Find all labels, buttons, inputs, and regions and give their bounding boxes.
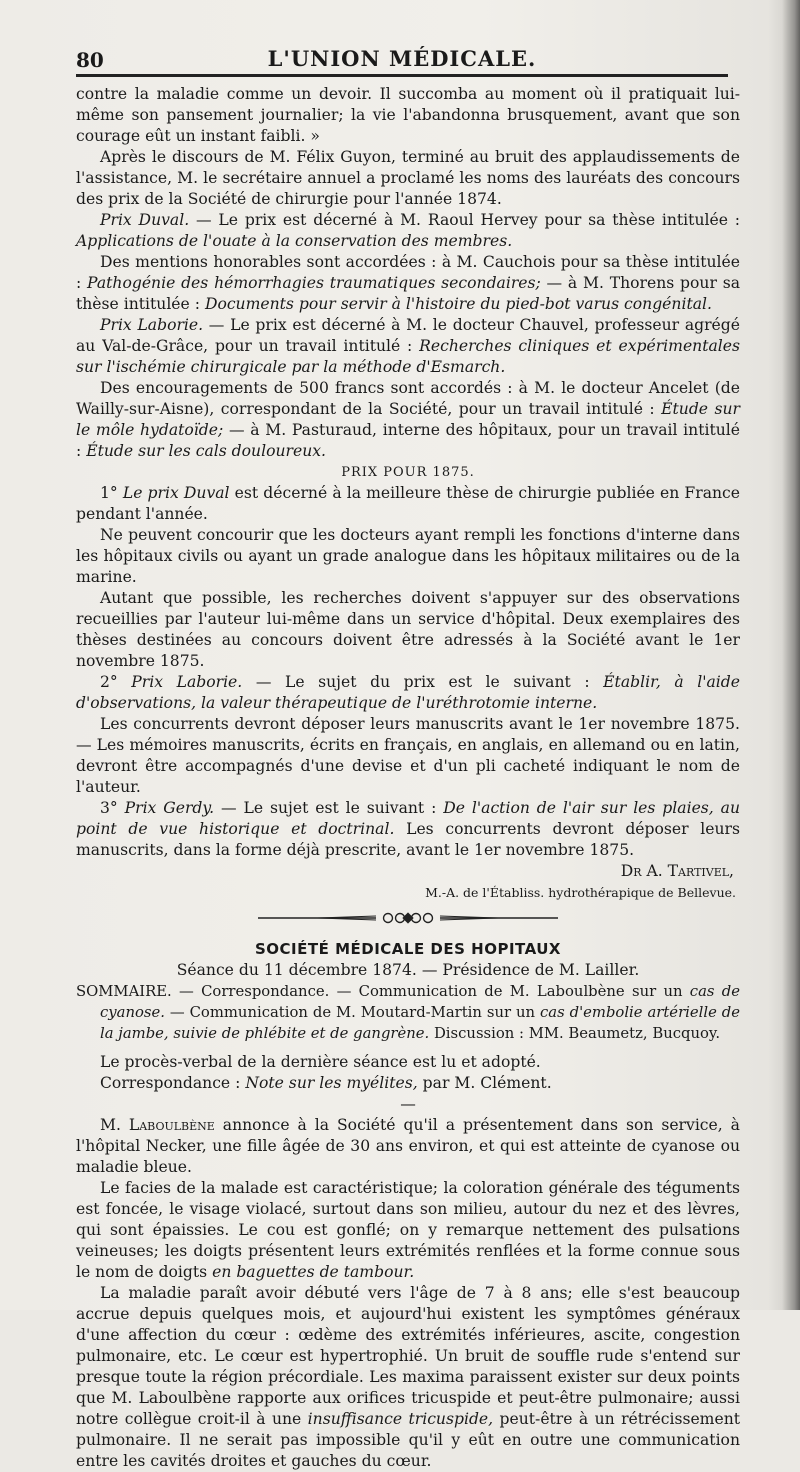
speaker-name: M. Laboulbène <box>100 1116 215 1134</box>
page-number: 80 <box>76 48 104 72</box>
encouragement-text: — à M. Pasturaud, interne des hôpitaux, pour un travail intitulé : <box>76 421 740 460</box>
prize-text: — Le sujet est le suivant : <box>214 799 444 817</box>
paragraph-laboulbene-2 <box>76 1178 740 1283</box>
paragraph-text: Le facies de la malade est caractéristique; la coloration générale des téguments est foncée, le visage violacé, surtout dans son milieu, autour du nez et des lèvres, qui sont épaissies. Le cou est gonflé; on y remarque nettement des pulsations veineuses; les doigts présentent leurs extrémités renflées et la forme connue sous le nom de doigts <box>76 1179 740 1281</box>
running-head: L'UNION MÉDICALE. <box>267 46 537 71</box>
paragraph-eligibility: Ne peuvent concourir que les docteurs ayant rempli les fonctions d'interne dans les hôpitaux civils ou ayant un grade analogue dans les hôpitaux militaires ou de la marine. <box>76 526 740 586</box>
thesis-title: Documents pour servir à l'histoire du pied-bot varus congénital. <box>204 295 712 313</box>
item-number: 2° <box>100 673 132 691</box>
paragraph-text: La maladie paraît avoir débuté vers l'âge de 7 à 8 ans; elle s'est beaucoup accrue depuis quelques mois, et aujourd'hui existent les symptômes généraux d'une affection du cœur : œdème des extrémités inférieures, ascite, congestion pulmonaire, etc. Le cœur est hypertrophié. Un bruit de souffle rude s'entend sur presque toute la région précordiale. Les maxima paraissent exister sur deux points que M. Laboulbène rapporte aux orifices tricuspide et peut-être pulmonaire; aussi notre collègue croit-il à une <box>76 1284 740 1428</box>
mentions-text: Des mentions honorables sont accordées : à M. Cauchois pour sa thèse intitulée : <box>76 253 740 292</box>
paragraph-encouragements <box>76 378 740 462</box>
paragraph-mentions <box>76 252 740 315</box>
prix-1875-heading: PRIX POUR 1875. <box>341 465 475 480</box>
corr-author: par M. Clément. <box>417 1074 552 1092</box>
text-column <box>76 84 740 1472</box>
separator-dash: — <box>400 1095 416 1113</box>
paragraph-proces-verbal: Le procès-verbal de la dernière séance est lu et adopté. <box>100 1053 541 1071</box>
prize-label: Prix Laborie. <box>131 673 243 691</box>
thesis-title: Pathogénie des hémorrhagies traumatiques secondaires; <box>87 274 541 292</box>
prize-label: Le prix Duval <box>122 484 230 502</box>
paragraph-prize-2 <box>76 672 740 714</box>
term-italic: insuffisance tricuspide, <box>307 1410 494 1428</box>
header-rule <box>76 74 728 77</box>
paragraph-prix-laborie <box>76 315 740 378</box>
signature-title: M.-A. de l'Établiss. hydrothérapique de Bellevue. <box>425 885 736 900</box>
page-header <box>76 42 728 72</box>
prize-text: est décerné à la meilleure thèse de chirurgie publiée en France pendant l'année. <box>76 484 740 523</box>
prize-subject: Établir, à l'aide d'observations, la valeur thérapeutique de l'uréthrotomie interne. <box>76 673 740 712</box>
paragraph-prize-1 <box>76 483 740 525</box>
paragraph-prize-3 <box>76 798 740 861</box>
sommaire-text: — Communication de M. Moutard-Martin sur un <box>164 1004 540 1021</box>
work-title: Étude sur les cals douloureux. <box>86 442 326 460</box>
corr-label: Correspondance : <box>100 1074 246 1092</box>
author-name: Dr A. Tartivel, <box>620 862 734 880</box>
paragraph-prix-duval <box>76 210 740 252</box>
session-line: Séance du 11 décembre 1874. — Présidence de M. Lailler. <box>176 961 640 979</box>
item-number: 3° <box>100 799 125 817</box>
prize-label: Prix Duval. <box>100 211 190 229</box>
paragraph-laboulbene-3 <box>76 1283 740 1472</box>
paragraph-correspondance <box>76 1073 740 1094</box>
paragraph-manuscripts: Les concurrents devront déposer leurs manuscrits avant le 1er novembre 1875. — Les mémoires manuscrits, écrits en français, en anglais, en allemand ou en latin, devront être accompagnés d'une devise et d'un pli cacheté indiquant le nom de l'auteur. <box>76 715 740 796</box>
sommaire-text: Discussion : MM. Beaumetz, Bucquoy. <box>429 1025 721 1042</box>
corr-title: Note sur les myélites, <box>245 1074 418 1092</box>
sommaire-text: — Correspondance. — Communication de M. Laboulbène sur un <box>171 983 690 1000</box>
paragraph-text: annonce à la Société qu'il a présentement dans son service, à l'hôpital Necker, une fille âgée de 30 ans environ, et qui est atteinte de cyanose ou maladie bleue. <box>76 1116 740 1176</box>
prize-label: Prix Laborie. <box>100 316 204 334</box>
ornament-icon <box>258 911 558 925</box>
signature-name <box>76 861 740 882</box>
paragraph-announcement: Après le discours de M. Félix Guyon, terminé au bruit des applaudissements de l'assistance, M. le secrétaire annuel a proclamé les noms des lauréats des concours des prix de la Société de chirurgie pour l'année 1874. <box>76 148 740 208</box>
work-title: Étude sur le môle hydatoïde; <box>76 400 740 439</box>
section-title: SOCIÉTÉ MÉDICALE DES HOPITAUX <box>254 940 561 958</box>
sommaire <box>76 981 740 1044</box>
prize-text: — Le sujet du prix est le suivant : <box>242 673 604 691</box>
prize-subject: De l'action de l'air sur les plaies, au point de vue historique et doctrinal. <box>76 799 740 838</box>
ornamental-rule <box>76 911 740 933</box>
prize-label: Prix Gerdy. <box>124 799 215 817</box>
prize-text: — Le prix est décerné à M. le docteur Chauvel, professeur agrégé au Val-de-Grâce, pour un travail intitulé : <box>76 316 740 355</box>
term-italic: en baguettes de tambour. <box>212 1263 415 1281</box>
sommaire-topic: cas d'embolie artérielle de la jambe, suivie de phlébite et de gangrène. <box>100 1004 741 1042</box>
thesis-title: Applications de l'ouate à la conservation des membres. <box>76 232 513 250</box>
work-title: Recherches cliniques et expérimentales sur l'ischémie chirurgicale par la méthode d'Esmarch. <box>76 337 740 376</box>
paragraph-eulogy-end: contre la maladie comme un devoir. Il succomba au moment où il pratiquait lui-même son pansement journalier; la vie l'abandonna brusquement, avant que son courage eût un instant faibli. » <box>76 85 740 145</box>
paragraph-submission: Autant que possible, les recherches doivent s'appuyer sur des observations recueillies par l'auteur lui-même dans un service d'hôpital. Deux exemplaires des thèses destinées au concours doivent être adressés à la Société avant le 1er novembre 1875. <box>76 589 740 670</box>
sommaire-topic: cas de cyanose. <box>100 983 740 1021</box>
page-edge-shadow <box>782 0 800 1310</box>
sommaire-label: SOMMAIRE. <box>76 983 172 1000</box>
prize-text: Les concurrents devront déposer leurs manuscrits, dans la forme déjà prescrite, avant le 1er novembre 1875. <box>76 820 740 859</box>
paragraph-laboulbene-1 <box>76 1115 740 1178</box>
mentions-text: — à M. Thorens pour sa thèse intitulée : <box>76 274 740 313</box>
item-number: 1° <box>100 484 123 502</box>
encouragement-text: Des encouragements de 500 francs sont accordés : à M. le docteur Ancelet (de Wailly-sur-Aisne), correspondant de la Société, pour un travail intitulé : <box>76 379 740 418</box>
prize-text: — Le prix est décerné à M. Raoul Hervey pour sa thèse intitulée : <box>189 211 741 229</box>
paragraph-text: peut-être à un rétrécissement pulmonaire. Il ne serait pas impossible qu'il y eût en outre une communication entre les cavités droites et gauches du cœur. <box>76 1410 740 1470</box>
